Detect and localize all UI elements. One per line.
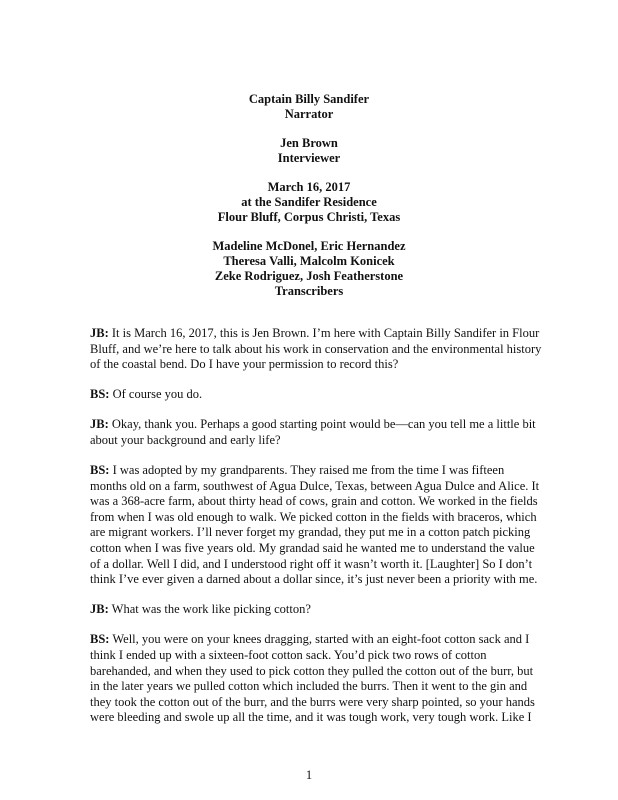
turn-text: Well, you were on your knees dragging, started with an eight-foot cotton sack and I think I ended up with a sixteen-foot cotton sack. You’d pick two rows of cotton barehanded, and when they used to pick cotton they pulled the cotton out of the burr, but in the later years we pulled cotton which included the burrs. Then it went to the gin and they took the cotton out of the burr, and the burrs were very sharp pointed, so your hands were bleeding and swole up all the time, and it was tough work, very tough work. Like I: [90, 632, 535, 725]
transcript-turn: [90, 463, 542, 588]
transcript-turn: [90, 632, 542, 726]
speaker-label: JB:: [90, 326, 109, 340]
speaker-label: JB:: [90, 417, 109, 432]
transcribers-role: Transcribers: [274, 284, 344, 298]
narrator-block: [0, 92, 618, 122]
transcript-turn: [90, 326, 542, 373]
transcript-turn: [90, 417, 542, 448]
page-number: 1: [305, 768, 313, 782]
transcript-body: [90, 326, 542, 740]
interviewer-name: Jen Brown: [280, 136, 338, 150]
transcribers-line-1: Madeline McDonel, Eric Hernandez: [212, 239, 406, 253]
interviewer-block: [0, 136, 618, 166]
speaker-label: BS:: [90, 463, 110, 478]
interviewer-role: Interviewer: [277, 151, 341, 165]
turn-text: Of course you do.: [112, 387, 203, 402]
speaker-label: JB:: [90, 602, 109, 617]
transcribers-line-3: Zeke Rodriguez, Josh Featherstone: [214, 269, 404, 283]
transcribers-block: [0, 239, 618, 299]
turn-text: It is March 16, 2017, this is Jen Brown. I’m here with Captain Billy Sandifer in Flour Bluff, and we’re here to talk about his work in conservation and the environmental history of the coastal bend. Do I have your permission to record this?: [90, 326, 542, 372]
transcript-turn: [90, 602, 542, 618]
turn-text: I was adopted by my grandparents. They raised me from the time I was fifteen months old on a farm, southwest of Agua Dulce, Texas, between Agua Dulce and Alice. It was a 368-acre farm, about thirty head of cows, grain and cotton. We worked in the fields from when I was old enough to walk. We picked cotton in the fields with braceros, which are migrant workers. I’ll never forget my grandad, they put me in a cotton patch picking cotton when I was five years old. My grandad said he wanted me to understand the value of a dollar. Well I did, and I understood right off it wasn’t worth it. [Laughter] So I don’t think I’ve ever given a darned about a dollar since, it’s just never been a priority with me.: [90, 463, 540, 587]
speaker-label: BS:: [90, 387, 110, 402]
speaker-label: BS:: [90, 632, 110, 647]
turn-text: What was the work like picking cotton?: [111, 602, 311, 617]
date-location-block: [0, 180, 618, 225]
transcript-header: [0, 92, 618, 313]
location-line-2: Flour Bluff, Corpus Christi, Texas: [217, 210, 401, 224]
location-line-1: at the Sandifer Residence: [241, 195, 377, 209]
narrator-role: Narrator: [284, 107, 334, 121]
interview-date: March 16, 2017: [267, 180, 351, 194]
transcript-turn: [90, 387, 542, 403]
transcribers-line-2: Theresa Valli, Malcolm Konicek: [223, 254, 395, 268]
narrator-name: Captain Billy Sandifer: [248, 92, 370, 106]
turn-text: Okay, thank you. Perhaps a good starting point would be—can you tell me a little bit about your background and early life?: [90, 417, 536, 447]
